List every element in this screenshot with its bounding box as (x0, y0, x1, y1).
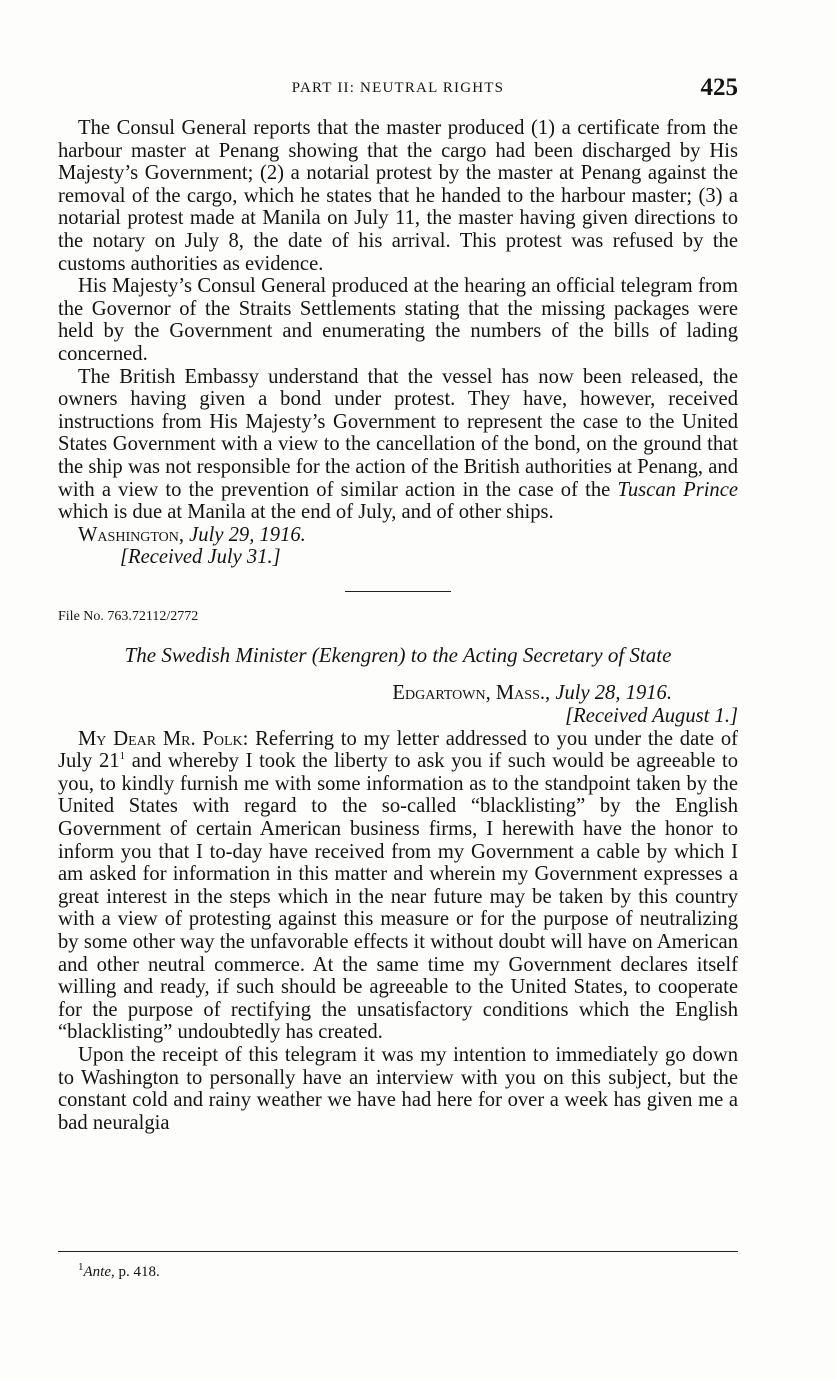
page-number: 425 (700, 74, 738, 101)
dateline-place-2: Edgartown, Mass., (392, 682, 551, 705)
section-divider (345, 591, 451, 592)
footnote-mark: 1 (78, 1261, 84, 1273)
paragraph-body-b: and whereby I took the liberty to ask you if such would be agreeable to you, to kindly furnish me with some information as to the standpoint taken by the United States with regard to the so-called “blacklisting” by the English Government of certain American business firms, I herewith have the honor to inform you that I to-day have received from my Government a cable by which I am asked for information in this matter and wherein my Government expresses a great interest in the steps which in the near future may be taken by this country with a view of protesting against this measure or for the purpose of neutralizing by some other way the unfavorable effects it without doubt will have on American and other neutral commerce. At the same time my Government declares itself willing and ready, if such should be agreeable to the United States, to cooperate for the purpose of rectifying the unsatisfactory conditions which the English “blacklisting” undoubtedly has created. (58, 750, 738, 1044)
page-header (58, 74, 738, 108)
salutation: My Dear Mr. Polk: (78, 727, 249, 750)
footnote-divider (58, 1251, 738, 1252)
paragraph-telegram-receipt: Upon the receipt of this telegram it was my intention to immediately go down to Washington to personally have an interview with you on this subject, but the constant cold and rainy weather we have had here for over a week has given me a bad neuralgia (58, 1043, 738, 1134)
paragraph-consul-report: The Consul General reports that the master produced (1) a certificate from the harbour master at Penang showing that the cargo had been discharged by His Majesty’s Government; (2) a notarial protest by the master at Penang against the removal of the cargo, which he states that he handed to the harbour master; (3) a notarial protest made at Manila on July 11, the master having given directions to the notary on July 8, the date of his arrival. This protest was refused by the customs authorities as evidence. (58, 117, 738, 275)
page-body (58, 117, 738, 1134)
dateline-date: July 29, 1916. (189, 523, 306, 546)
paragraph-body-a: Referring to my letter addressed to you under the date of July 21 (58, 727, 738, 773)
footnote (78, 1261, 160, 1281)
paragraph-telegram: His Majesty’s Consul General produced at the hearing an official telegram from the Governor of the Straits Settlements stating that the missing packages were held by the Government and enumerating the numbers of the bills of lading concerned. (58, 275, 738, 365)
paragraph-salutation (58, 728, 738, 1044)
dateline-edgartown (58, 682, 738, 705)
paragraph-embassy-text-b: which is due at Manila at the end of July, and of other ships. (58, 501, 554, 524)
file-number: File No. 763.72112/2772 (58, 608, 199, 624)
dateline-washington (58, 524, 738, 547)
footnote-ante: Ante (83, 1264, 111, 1280)
received-text: [Received July 31.] (120, 546, 281, 569)
footnote-text: , p. 418. (111, 1264, 160, 1280)
footnote-reference: 1 (119, 750, 126, 763)
document-title: The Swedish Minister (Ekengren) to the Acting Secretary of State (124, 642, 672, 667)
paragraph-embassy-text-a: The British Embassy understand that the vessel has now been released, the owners having given a bond under protest. They have, however, received instructions from His Majesty’s Government to represent the case to the United States Government with a view to the cancellation of the bond, on the ground that the ship was not responsible for the action of the British authorities at Penang, and with a view to the prevention of similar action in the case of the (58, 365, 738, 501)
received-note (58, 546, 738, 569)
received-note-2 (58, 705, 738, 728)
dateline-date-2: July 28, 1916. (555, 682, 672, 705)
received-text-2: [Received August 1.] (565, 705, 738, 728)
paragraph-embassy (58, 366, 738, 524)
dateline-place: Washington, (78, 523, 184, 546)
running-head: PART II: NEUTRAL RIGHTS (291, 80, 505, 96)
ship-name: Tuscan Prince (617, 478, 739, 501)
